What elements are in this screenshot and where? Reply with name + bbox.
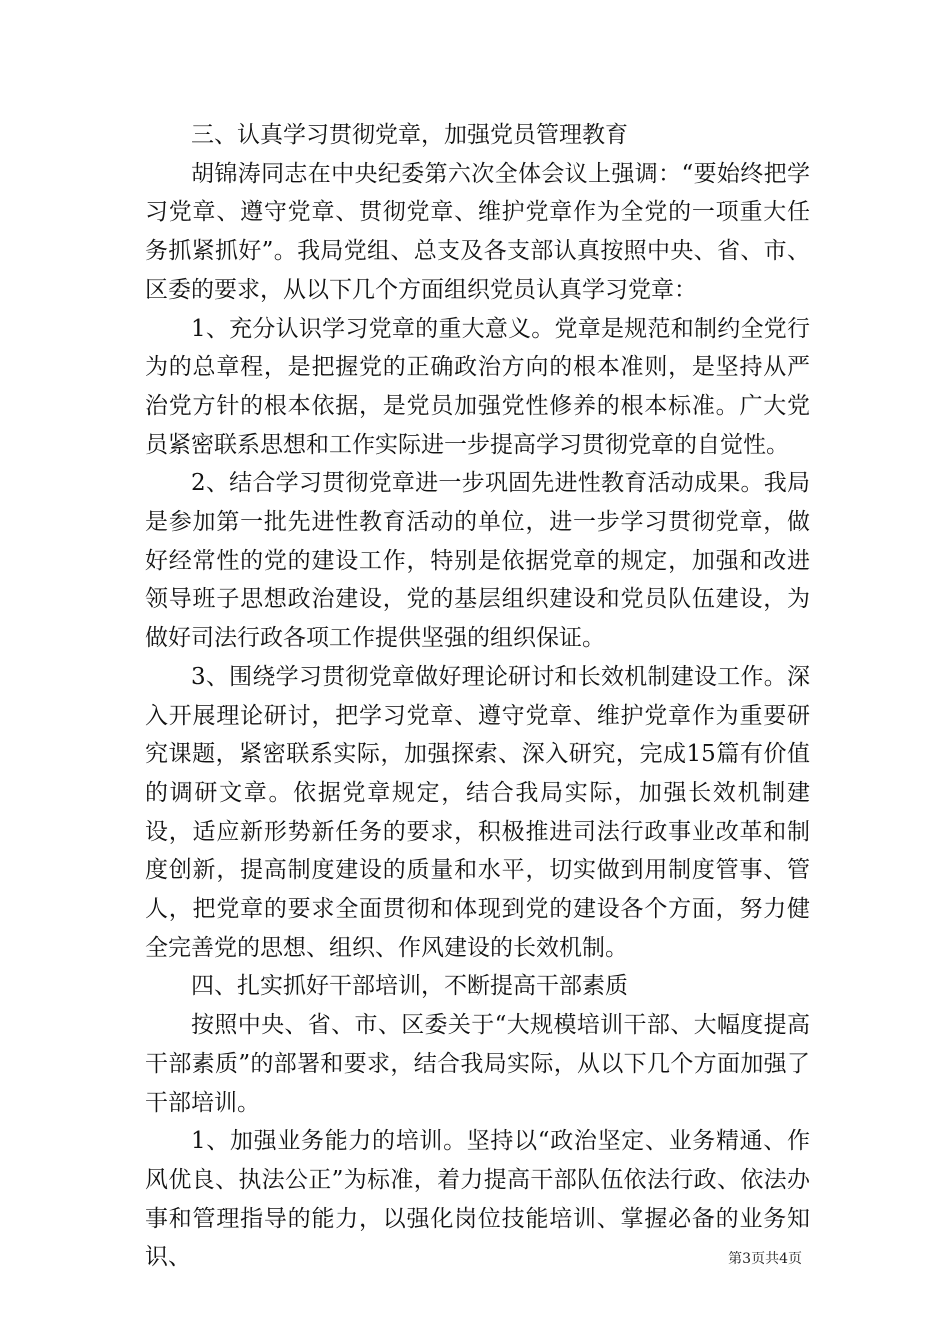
paragraph-item-3: 3、围绕学习贯彻党章做好理论研讨和长效机制建设工作。深入开展理论研讨，把学习党章、遵守党章、维护党章作为重要研究课题，紧密联系实际，加强探索、深入研究，完成15篇有价值的调研文章。依据党章规定，结合我局实际，加强长效机制建设，适应新形势新任务的要求，积极推进司法行政事业改革和制度创新，提高制度建设的质量和水平，切实做到用制度管事、管人，把党章的要求全面贯彻和体现到党的建设各个方面，努力健全完善党的思想、组织、作风建设的长效机制。 [145, 663, 810, 961]
paragraph-intro: 胡锦涛同志在中央纪委第六次全体会议上强调：“要始终把学习党章、遵守党章、贯彻党章、维护党章作为全党的一项重大任务抓紧抓好”。我局党组、总支及各支部认真按照中央、省、市、区委的要求，从以下几个方面组织党员认真学习党章： [145, 160, 810, 303]
document-body [145, 116, 810, 1277]
paragraph-training: 按照中央、省、市、区委关于“大规模培训干部、大幅度提高干部素质”的部署和要求，结合我局实际，从以下几个方面加强了干部培训。 [145, 1012, 810, 1116]
paragraph-item-1: 1、充分认识学习党章的重大意义。党章是规范和制约全党行为的总章程，是把握党的正确政治方向的根本准则，是坚持从严治党方针的根本依据，是党员加强党性修养的根本标准。广大党员紧密联系思想和工作实际进一步提高学习贯彻党章的自觉性。 [145, 315, 810, 458]
page-number: 第3页共4页 [728, 1251, 802, 1267]
paragraph-item-4-1: 1、加强业务能力的培训。坚持以“政治坚定、业务精通、作风优良、执法公正”为标准，着力提高干部队伍依法行政、依法办事和管理指导的能力，以强化岗位技能培训、掌握必备的业务知识、 [145, 1128, 810, 1271]
section-heading-4: 四、扎实抓好干部培训，不断提高干部素质 [191, 973, 628, 1000]
paragraph-item-2: 2、结合学习贯彻党章进一步巩固先进性教育活动成果。我局是参加第一批先进性教育活动的单位，进一步学习贯彻党章，做好经常性的党的建设工作，特别是依据党章的规定，加强和改进领导班子思想政治建设，党的基层组织建设和党员队伍建设，为做好司法行政各项工作提供坚强的组织保证。 [145, 470, 810, 652]
section-heading-3: 三、认真学习贯彻党章，加强党员管理教育 [191, 122, 628, 148]
